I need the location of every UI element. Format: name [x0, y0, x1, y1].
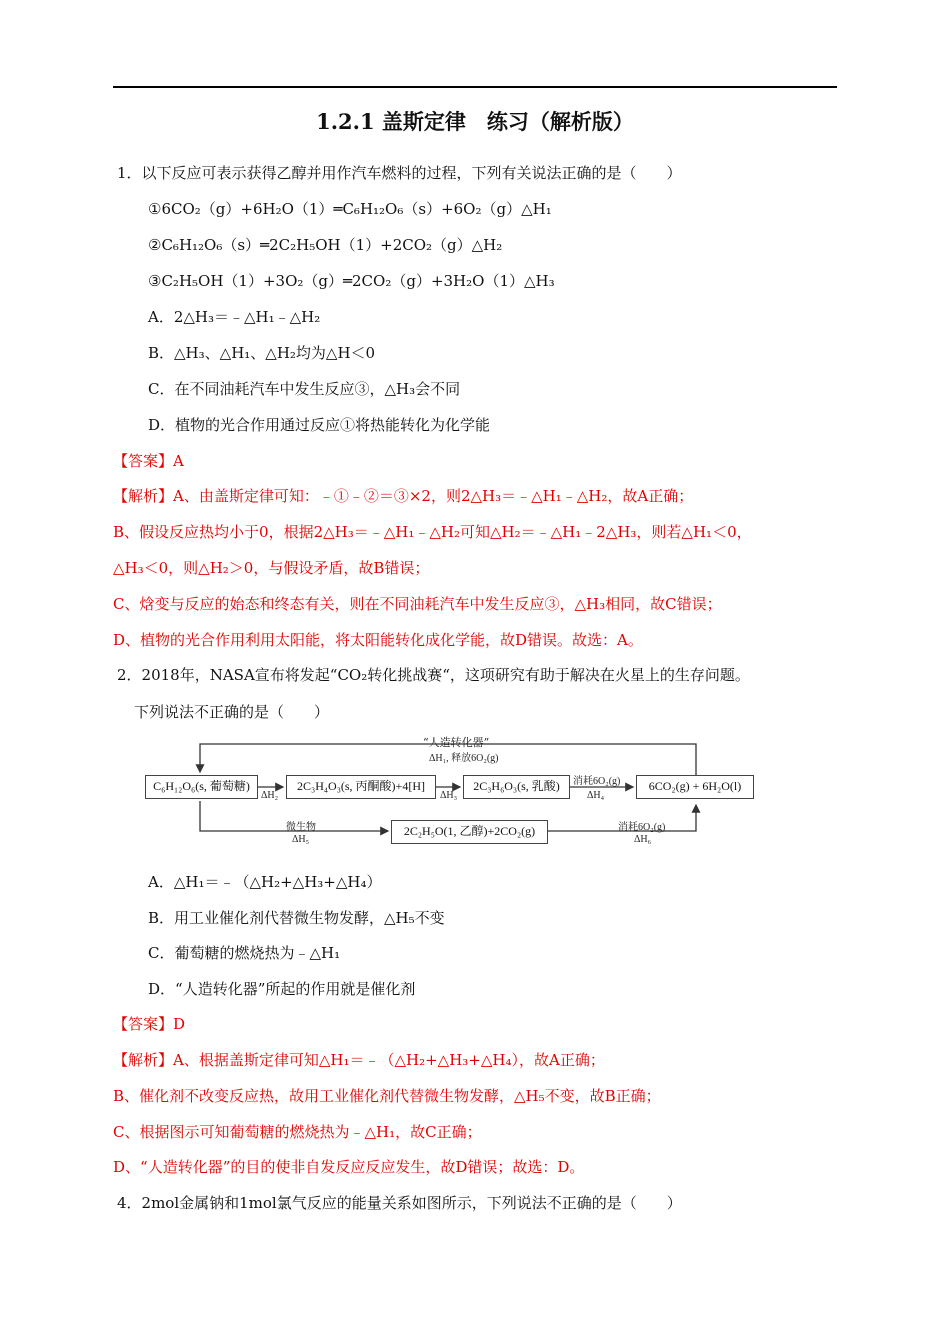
label-consume-o2-1: 消耗6O₂(g) — [573, 776, 621, 787]
label-dh4: ΔH₄ — [587, 790, 605, 801]
label-dh1: ΔH₁, 释放6O₂(g) — [429, 753, 499, 764]
label-dh6: ΔH₆ — [634, 834, 652, 845]
q2-explanation-1: 【解析】A、根据盖斯定律可知△H₁＝﹣（△H₂+△H₃+△H₄），故A正确； — [113, 1051, 605, 1069]
q4-stem: 4．2mol金属钠和1mol氯气反应的能量关系如图所示，下列说法不正确的是（ ） — [117, 1194, 682, 1212]
q1-explanation-4: C、焓变与反应的始态和终态有关，则在不同油耗汽车中发生反应③，△H₃相同，故C错误； — [113, 595, 722, 613]
q1-option-b: B．△H₃、△H₁、△H₂均为△H＜0 — [148, 344, 376, 362]
q1-explanation-3: △H₃＜0，则△H₂＞0，与假设矛盾，故B错误； — [113, 559, 430, 577]
box-co2-h2o: 6CO₂(g) + 6H₂O(l) — [636, 775, 754, 799]
label-consume-o2-2: 消耗6O₂(g) — [618, 822, 666, 833]
label-dh2: ΔH₂ — [261, 790, 279, 801]
q2-option-a: A．△H₁＝﹣（△H₂+△H₃+△H₄） — [148, 873, 382, 891]
label-dh5: ΔH₅ — [292, 834, 310, 845]
label-artificial-converter: “人造转化器” — [423, 736, 490, 749]
q2-stem-line-2: 下列说法不正确的是（ ） — [134, 703, 330, 721]
q2-answer: 【答案】D — [113, 1015, 186, 1033]
q1-explanation-5: D、植物的光合作用利用太阳能，将太阳能转化成化学能，故D错误。故选：A。 — [113, 631, 643, 649]
q1-option-c: C．在不同油耗汽车中发生反应③，△H₃会不同 — [148, 380, 461, 398]
box-lactic-acid: 2C₃H₆O₃(s, 乳酸) — [463, 775, 570, 799]
box-ethanol: 2C₂H₅O(1, 乙醇)+2CO₂(g) — [391, 820, 548, 844]
q1-explanation-1: 【解析】A、由盖斯定律可知：﹣①﹣②＝③×2，则2△H₃＝﹣△H₁﹣△H₂，故A正确； — [113, 487, 694, 505]
box-pyruvic-acid: 2C₃H₄O₃(s, 丙酮酸)+4[H] — [286, 775, 436, 799]
q2-explanation-3: C、根据图示可知葡萄糖的燃烧热为﹣△H₁，故C正确； — [113, 1123, 482, 1141]
q1-answer: 【答案】A — [113, 452, 184, 470]
q1-reaction-1: ①6CO₂（g）+6H₂O（1）═C₆H₁₂O₆（s）+6O₂（g）△H₁ — [148, 200, 552, 218]
q1-option-a: A．2△H₃＝﹣△H₁﹣△H₂ — [148, 308, 321, 326]
q2-stem-line-1: 2．2018年，NASA宣布将发起“CO₂转化挑战赛“，这项研究有助于解决在火星上的生存问题。 — [117, 666, 750, 684]
label-microbe: 微生物 — [286, 822, 316, 833]
q2-explanation-4: D、“人造转化器”的目的使非自发反应反应发生，故D错误；故选：D。 — [113, 1158, 585, 1176]
header-rule — [113, 86, 837, 88]
q2-option-d: D．“人造转化器”所起的作用就是催化剂 — [148, 980, 416, 998]
q1-option-d: D．植物的光合作用通过反应①将热能转化为化学能 — [148, 416, 491, 434]
page-title: 1.2.1 盖斯定律 练习（解析版） — [316, 109, 634, 134]
reaction-pathway-diagram — [140, 734, 760, 856]
q2-explanation-2: B、催化剂不改变反应热，故用工业催化剂代替微生物发酵，△H₅不变，故B正确； — [113, 1087, 661, 1105]
q1-reaction-3: ③C₂H₅OH（1）+3O₂（g）═2CO₂（g）+3H₂O（1）△H₃ — [148, 272, 555, 290]
q1-stem: 1．以下反应可表示获得乙醇并用作汽车燃料的过程，下列有关说法正确的是（ ） — [117, 164, 682, 182]
q1-reaction-2: ②C₆H₁₂O₆（s）═2C₂H₅OH（1）+2CO₂（g）△H₂ — [148, 236, 503, 254]
q1-explanation-2: B、假设反应热均小于0，根据2△H₃＝﹣△H₁﹣△H₂可知△H₂＝﹣△H₁﹣2△H₃，则若△H₁＜0， — [113, 523, 752, 541]
q2-option-c: C．葡萄糖的燃烧热为﹣△H₁ — [148, 944, 341, 962]
label-dh3: ΔH₃ — [440, 790, 458, 801]
box-glucose: C₆H₁₂O₆(s, 葡萄糖) — [145, 775, 258, 799]
q2-option-b: B．用工业催化剂代替微生物发酵，△H₅不变 — [148, 909, 445, 927]
